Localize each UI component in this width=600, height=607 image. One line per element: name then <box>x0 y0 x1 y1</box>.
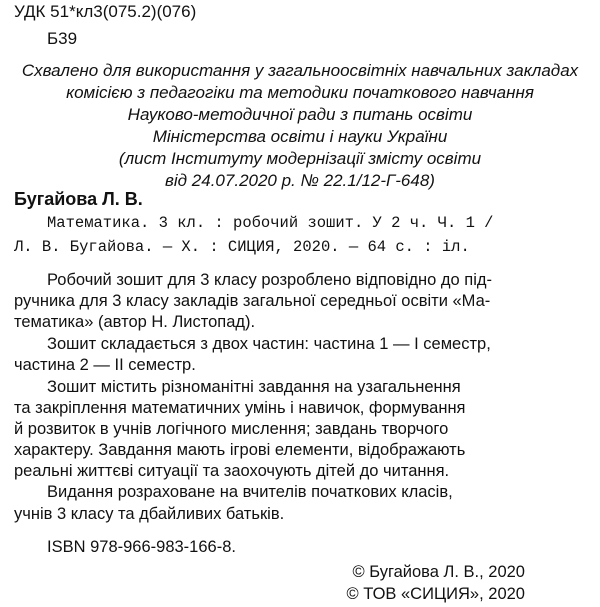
catalog-bib-line: Математика. 3 кл. : робочий зошит. У 2 ч. Ч. 1 / <box>47 214 494 232</box>
approval-line: Міністерства освіти і науки України <box>152 127 448 146</box>
isbn: ISBN 978-966-983-166-8. <box>47 538 236 556</box>
approval-line: Науково-методичної ради з питань освіти <box>127 105 473 124</box>
annotation-line: частина 2 — ІІ семестр. <box>14 356 196 374</box>
catalog-author: Бугайова Л. В. <box>14 189 143 209</box>
approval-line: Схвалено для використання у загальноосвітніх навчальних закладах <box>21 61 579 80</box>
annotation-line: Зошит складається з двох частин: частина 1 — І семестр, <box>47 335 491 353</box>
annotation-line: учнів 3 класу та дбайливих батьків. <box>14 505 285 523</box>
annotation-line: реальні життєві ситуації та заохочують дітей до читання. <box>14 462 450 480</box>
udk-code: УДК 51*кл3(075.2)(076) <box>14 2 197 21</box>
annotation-line: Видання розраховане на вчителів початкових класів, <box>47 483 453 501</box>
approval-line: комісією з педагогіки та методики початкового навчання <box>66 83 534 102</box>
annotation-line: тематика» (автор Н. Листопад). <box>14 313 256 331</box>
annotation-line: та закріплення математичних умінь і навичок, формування <box>14 399 466 417</box>
annotation-line: характеру. Завдання мають ігрові елементи, відображають <box>14 441 466 459</box>
copyright-author: © Бугайова Л. В., 2020 <box>352 563 525 581</box>
annotation-line: Робочий зошит для 3 класу розроблено відповідно до під- <box>47 271 493 289</box>
annotation-line: Зошит містить різноманітні завдання на узагальнення <box>47 378 461 396</box>
copyright-publisher: © ТОВ «СИЦИЯ», 2020 <box>346 585 525 603</box>
approval-line: (лист Інституту модернізації змісту освіти <box>118 149 482 168</box>
catalog-bib-line: Л. В. Бугайова. — Х. : СИЦИЯ, 2020. — 64 с. : іл. <box>14 238 470 256</box>
bbk-code: Б39 <box>47 29 78 48</box>
approval-line: від 24.07.2020 р. № 22.1/12-Г-648) <box>165 171 435 190</box>
annotation-line: ручника для 3 класу закладів загальної середньої освіти «Ма- <box>14 292 491 310</box>
annotation-line: й розвиток в учнів логічного мислення; завдань творчого <box>14 420 449 438</box>
